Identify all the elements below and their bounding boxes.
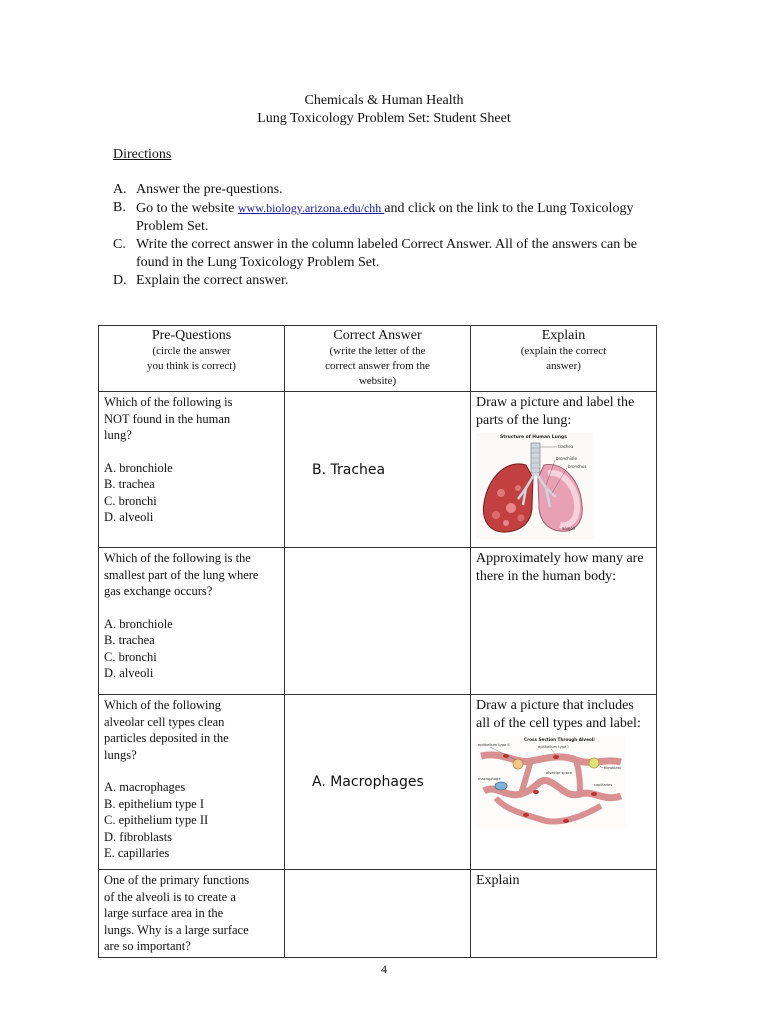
label-trachea: trachea bbox=[558, 444, 574, 449]
explain-cell bbox=[471, 695, 657, 870]
option-c[interactable]: C. epithelium type II bbox=[104, 813, 209, 827]
question-cell: Which of the following alveolar cell types clean particles deposited in the lungs? A. macrophages B. epithelium type I C. epithelium type II D. fibroblasts E. capillaries bbox=[99, 695, 285, 870]
lung-diagram bbox=[476, 433, 594, 539]
option-d[interactable]: D. alveoli bbox=[104, 510, 154, 524]
option-e[interactable]: E. capillaries bbox=[104, 846, 170, 860]
options-list bbox=[104, 779, 279, 862]
table-row bbox=[99, 870, 657, 958]
option-a[interactable]: A. macrophages bbox=[104, 780, 186, 794]
explain-prompt: Draw a picture that includes all of the cell types and label: bbox=[476, 698, 641, 731]
step-letter: D. bbox=[113, 273, 127, 288]
step-text: Answer the pre-questions. bbox=[136, 182, 283, 197]
option-b[interactable]: B. trachea bbox=[104, 477, 155, 491]
option-a[interactable]: A. bronchiole bbox=[104, 460, 173, 475]
step-text-before: Go to the website bbox=[136, 201, 238, 216]
explain-prompt: Draw a picture and label the parts of the lung: bbox=[476, 395, 635, 428]
explain-cell bbox=[471, 392, 657, 548]
direction-step bbox=[113, 181, 653, 199]
page-number: 4 bbox=[381, 962, 387, 976]
direction-step bbox=[113, 272, 653, 290]
explain-cell bbox=[471, 548, 657, 695]
step-letter: A. bbox=[113, 182, 127, 197]
alveoli-cross-section-diagram bbox=[476, 736, 626, 828]
step-letter: B. bbox=[113, 200, 126, 215]
macrophage-cell bbox=[495, 782, 507, 790]
website-link[interactable]: www.biology.arizona.edu/chh bbox=[237, 201, 385, 215]
label-epithelium-type-ii: epithelium type II bbox=[478, 743, 510, 747]
header-explain: Explain (explain the correct answer) bbox=[471, 326, 657, 392]
label-macrophage: macrophage bbox=[478, 777, 501, 781]
alveoli-diagram-title: Cross Section Through Alveoli bbox=[524, 737, 595, 742]
document-subtitle: Lung Toxicology Problem Set: Student Sheet bbox=[257, 111, 511, 126]
table-row bbox=[99, 548, 657, 695]
answer-text: A. Macrophages bbox=[312, 774, 424, 790]
type-ii-cell bbox=[513, 759, 523, 769]
directions-list bbox=[113, 181, 653, 290]
table-header-row bbox=[99, 326, 657, 392]
label-capillaries: capillaries bbox=[594, 783, 613, 787]
table-row bbox=[99, 392, 657, 548]
label-alveoli: alveoli bbox=[562, 526, 576, 531]
step-text-after: and click on the link to the Lung Toxicology Problem Set. bbox=[136, 201, 634, 234]
step-text bbox=[136, 199, 653, 236]
question-cell: One of the primary functions of the alveoli is to create a large surface area in the lungs. Why is a large surface are so important? bbox=[99, 870, 285, 958]
lung-diagram-title: Structure of Human Lungs bbox=[500, 435, 567, 440]
options-list bbox=[104, 616, 279, 682]
option-d[interactable]: D. fibroblasts bbox=[104, 829, 173, 844]
label-bronchiole: bronchiole bbox=[556, 456, 577, 461]
answer-cell[interactable] bbox=[285, 392, 471, 548]
step-text: Write the correct answer in the column labeled Correct Answer. All of the answers can be found in the Lung Toxicology Problem Set. bbox=[136, 237, 637, 270]
label-fibroblast: fibroblast bbox=[604, 766, 621, 770]
option-a[interactable]: A. bronchiole bbox=[104, 616, 173, 631]
label-alveolar-space: alveolar space bbox=[546, 771, 573, 775]
explain-cell bbox=[471, 870, 657, 958]
label-bronchus: bronchus bbox=[568, 464, 587, 469]
label-epithelium-type-i: epithelium type I bbox=[538, 745, 569, 749]
answer-cell[interactable] bbox=[285, 870, 471, 958]
option-c[interactable]: C. bronchi bbox=[104, 649, 157, 664]
header-correct-answer: Correct Answer (write the letter of the correct answer from the website) bbox=[285, 326, 471, 392]
step-letter: C. bbox=[113, 237, 126, 252]
direction-step bbox=[113, 236, 653, 272]
document-title: Chemicals & Human Health bbox=[304, 93, 464, 108]
explain-prompt: Explain bbox=[476, 873, 520, 888]
step-text: Explain the correct answer. bbox=[136, 273, 289, 288]
question-cell: Which of the following is NOT found in the human lung? A. bronchiole B. trachea C. bronchi D. alveoli bbox=[99, 392, 285, 548]
problem-table bbox=[98, 325, 657, 958]
option-b[interactable]: B. trachea bbox=[104, 633, 155, 647]
option-b[interactable]: B. epithelium type I bbox=[104, 796, 204, 811]
header-pre-questions: Pre-Questions (circle the answer you think is correct) bbox=[99, 326, 285, 392]
question-cell: Which of the following is the smallest part of the lung where gas exchange occurs? A. bronchiole B. trachea C. bronchi D. alveoli bbox=[99, 548, 285, 695]
table-row bbox=[99, 695, 657, 870]
direction-step bbox=[113, 199, 653, 236]
option-c[interactable]: C. bronchi bbox=[104, 493, 157, 508]
answer-cell[interactable] bbox=[285, 548, 471, 695]
option-d[interactable]: D. alveoli bbox=[104, 666, 154, 680]
answer-text: B. Trachea bbox=[312, 461, 386, 478]
answer-cell[interactable] bbox=[285, 695, 471, 870]
directions-heading: Directions bbox=[113, 147, 172, 162]
explain-prompt: Approximately how many are there in the human body: bbox=[476, 551, 644, 584]
options-list bbox=[104, 460, 279, 526]
